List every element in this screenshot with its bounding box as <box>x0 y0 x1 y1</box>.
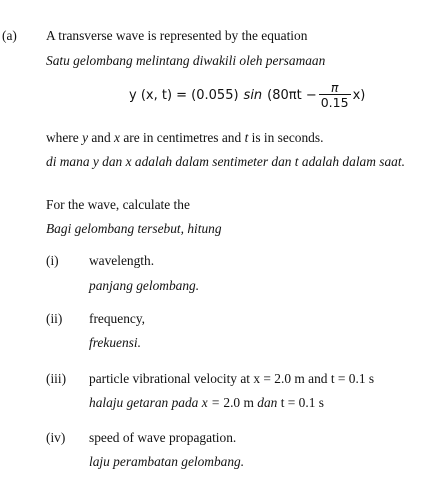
where-english <box>46 130 323 146</box>
item-1-number: (i) <box>46 253 59 268</box>
item-4-number: (iv) <box>46 430 66 445</box>
where-var-t: t <box>244 130 249 145</box>
where-text-3: are in centimetres and <box>120 130 245 145</box>
intro-english: A transverse wave is represented by the equation <box>46 28 308 43</box>
item-3-malay <box>89 395 324 411</box>
fraction-numerator: π <box>330 80 339 95</box>
intro-malay: Satu gelombang melintang diwakili oleh persamaan <box>46 53 326 68</box>
equation-sin: sin <box>243 87 263 103</box>
item-3-malay-d: t = 0.1 s <box>277 395 324 410</box>
fraction-denominator: 0.15 <box>320 95 349 111</box>
where-text-1: where <box>46 130 83 145</box>
question-part-label: (a) <box>2 28 17 43</box>
where-text-4: is in seconds. <box>248 130 324 145</box>
item-1-malay: panjang gelombang. <box>89 278 200 293</box>
where-var-y: y <box>82 130 89 145</box>
item-1-english: wavelength. <box>89 253 155 268</box>
item-3-english: particle vibrational velocity at x = 2.0 m and t = 0.1 s <box>89 371 375 386</box>
equation-open: (80πt − <box>267 87 317 103</box>
equation-close: x) <box>352 87 366 103</box>
wave-equation <box>129 81 365 109</box>
where-text-2: and <box>88 130 115 145</box>
where-var-x: x <box>114 130 120 145</box>
equation-lhs: y (x, t) = (0.055) <box>129 87 239 103</box>
item-3-number: (iii) <box>46 371 67 386</box>
item-2-number: (ii) <box>46 311 63 326</box>
item-3-malay-c: dan <box>257 395 278 410</box>
item-2-english: frequency, <box>89 311 146 326</box>
item-4-malay: laju perambatan gelombang. <box>89 454 245 469</box>
where-malay: di mana y dan x adalah dalam sentimeter dan t adalah dalam saat. <box>46 154 405 169</box>
item-3-malay-a: halaju getaran pada x = <box>89 395 224 410</box>
item-4-english: speed of wave propagation. <box>89 430 237 445</box>
equation-fraction <box>319 81 351 109</box>
calculate-english: For the wave, calculate the <box>46 197 190 212</box>
item-2-malay: frekuensi. <box>89 335 141 350</box>
item-3-malay-b: 2.0 m <box>223 395 258 410</box>
calculate-malay: Bagi gelombang tersebut, hitung <box>46 221 222 236</box>
